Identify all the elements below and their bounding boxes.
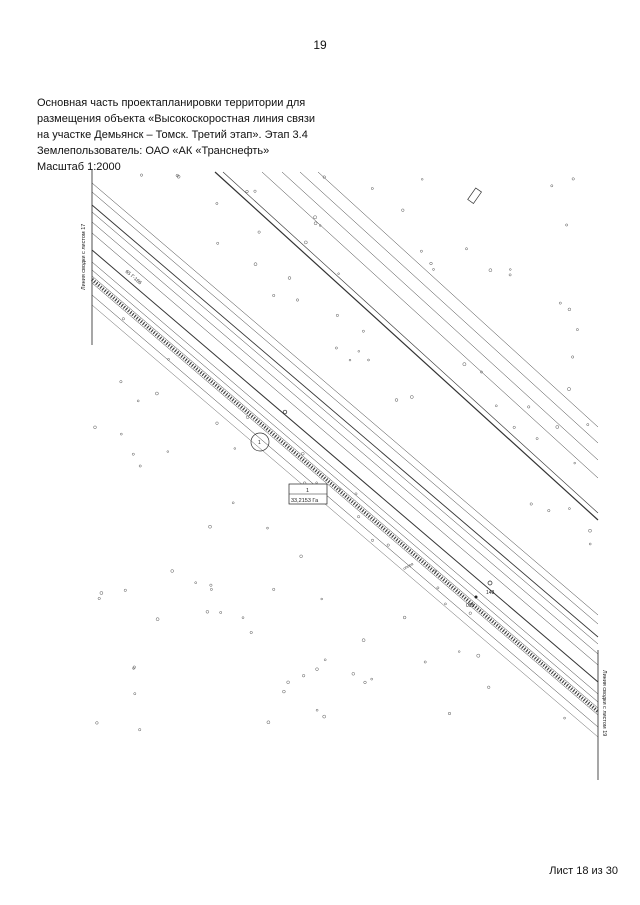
page-footer: Лист 18 из 30 <box>549 865 618 877</box>
survey-dot <box>469 612 472 615</box>
parcel-number: 1 <box>306 488 310 494</box>
survey-dot <box>140 174 142 176</box>
survey-dot <box>495 405 497 407</box>
small-label: опора <box>402 560 415 571</box>
survey-dot <box>509 274 511 276</box>
survey-dot <box>371 678 373 680</box>
header-line-4: Землепользователь: ОАО «АК «Транснефть» <box>37 145 270 157</box>
survey-dot <box>477 654 480 657</box>
survey-dot <box>120 433 122 435</box>
survey-dot <box>120 381 122 383</box>
survey-dot <box>171 570 174 573</box>
page-number: 19 <box>313 38 327 52</box>
survey-dot <box>216 202 218 204</box>
survey-dot <box>387 544 389 546</box>
survey-dot <box>242 617 244 619</box>
survey-dot <box>371 187 373 189</box>
survey-dot <box>571 356 573 358</box>
survey-dot <box>195 582 197 584</box>
survey-dot <box>304 241 307 244</box>
survey-dot <box>566 224 568 226</box>
survey-dot <box>589 543 591 545</box>
survey-dot <box>96 722 99 725</box>
survey-dot <box>572 178 574 180</box>
survey-dot <box>246 190 249 193</box>
survey-dot <box>421 178 423 180</box>
survey-dot <box>568 308 571 311</box>
survey-point-b <box>475 596 478 599</box>
header-line-5: Масштаб 1:2000 <box>37 161 121 173</box>
survey-dot <box>324 659 326 661</box>
survey-dot <box>314 216 317 219</box>
survey-dot <box>296 299 298 301</box>
survey-dot <box>216 422 219 425</box>
left-match-line-label: Линия сводки с листом 17 <box>81 223 87 290</box>
survey-dot <box>254 263 257 266</box>
survey-dot <box>509 269 511 271</box>
lower-lines <box>92 295 598 737</box>
survey-dot <box>559 302 561 304</box>
survey-dot <box>98 597 100 599</box>
survey-dot <box>567 388 570 391</box>
hatched-strip <box>92 276 598 715</box>
survey-dot <box>338 273 340 275</box>
survey-dot <box>574 462 576 464</box>
survey-dot <box>368 359 370 361</box>
corridor-lines <box>92 183 598 702</box>
header-line-2: размещения объекта «Высокоскоростная линия связи <box>37 113 316 125</box>
survey-dot <box>137 400 139 402</box>
survey-dot <box>358 350 360 352</box>
survey-dot <box>357 516 359 518</box>
survey-dot <box>576 329 578 331</box>
survey-dot <box>94 426 97 429</box>
survey-dot <box>430 262 433 265</box>
parcel-area: 33,2153 Га <box>291 498 319 504</box>
survey-dot <box>287 681 290 684</box>
survey-dot <box>246 416 249 419</box>
survey-dot <box>424 661 426 663</box>
survey-dot <box>463 363 466 366</box>
building-marker <box>468 188 482 203</box>
survey-dot <box>283 690 286 693</box>
survey-dot <box>288 277 291 280</box>
survey-dot <box>395 399 398 402</box>
survey-dot <box>321 598 323 600</box>
survey-dot <box>167 451 169 453</box>
survey-dot <box>410 396 413 399</box>
survey-dot <box>234 448 236 450</box>
survey-dot <box>302 674 305 677</box>
survey-dot <box>336 314 338 316</box>
survey-dot <box>155 392 158 395</box>
survey-dot <box>273 588 275 590</box>
survey-dot <box>528 406 530 408</box>
survey-dot <box>250 631 252 633</box>
survey-dot <box>232 502 234 504</box>
survey-dot <box>139 465 141 467</box>
survey-dot <box>362 330 364 332</box>
survey-dot <box>444 603 446 605</box>
survey-dot <box>420 250 422 252</box>
survey-dot <box>217 242 219 244</box>
survey-dot <box>314 222 317 225</box>
survey-dot <box>323 715 326 718</box>
survey-dot <box>433 268 435 270</box>
survey-dot <box>134 693 136 695</box>
survey-dot <box>220 611 222 613</box>
survey-dot <box>139 729 141 731</box>
survey-dot <box>273 294 275 296</box>
survey-dot <box>371 539 373 541</box>
survey-dot <box>132 453 134 455</box>
survey-dot <box>564 717 566 719</box>
right-match-line-label: Линия сводки с листом 19 <box>601 670 607 737</box>
survey-dot <box>551 185 553 187</box>
survey-point-c <box>283 410 287 414</box>
survey-dot <box>300 555 303 558</box>
survey-dot <box>267 721 270 724</box>
header-line-3: на участке Демьянск – Томск. Третий этап». Этап 3.4 <box>37 129 308 141</box>
survey-dot <box>206 610 209 613</box>
survey-dot <box>100 592 103 595</box>
survey-dot <box>254 190 256 192</box>
header-line-1: Основная часть проектапланировки территории для <box>37 97 306 109</box>
survey-dot <box>355 493 357 495</box>
station-label: 65 Г-166 <box>123 268 143 287</box>
survey-dot <box>267 527 269 529</box>
survey-dot <box>487 686 490 689</box>
survey-dot <box>301 452 304 455</box>
survey-dot <box>548 509 550 511</box>
survey-dot <box>556 426 559 429</box>
survey-dot <box>437 587 439 589</box>
survey-dot <box>513 426 515 428</box>
survey-dot <box>530 503 532 505</box>
survey-dot <box>568 508 570 510</box>
survey-dot <box>210 584 212 586</box>
survey-dot <box>352 672 355 675</box>
survey-dot <box>402 209 405 212</box>
survey-point-a <box>488 581 492 585</box>
survey-dot <box>458 651 460 653</box>
point-b-label: 095 <box>466 603 475 609</box>
survey-dot <box>210 588 212 590</box>
survey-dot <box>124 589 126 591</box>
survey-dot <box>335 347 337 349</box>
survey-dot <box>448 712 451 715</box>
survey-dot <box>364 681 367 684</box>
survey-dot <box>465 248 467 250</box>
survey-dot <box>258 231 260 233</box>
survey-dot <box>156 618 159 621</box>
survey-dot <box>122 318 124 320</box>
survey-dot <box>209 525 212 528</box>
survey-dot <box>589 529 592 532</box>
survey-dot <box>316 482 318 484</box>
survey-dot <box>587 424 589 426</box>
survey-dot <box>316 709 318 711</box>
survey-dot <box>349 359 351 361</box>
point-a-label: 148 <box>486 590 495 596</box>
survey-dot <box>316 668 319 671</box>
survey-dot <box>403 616 406 619</box>
survey-dot <box>489 269 492 272</box>
circle-marker-label: 1 <box>258 440 261 446</box>
survey-dot <box>536 438 538 440</box>
survey-dot <box>362 639 365 642</box>
